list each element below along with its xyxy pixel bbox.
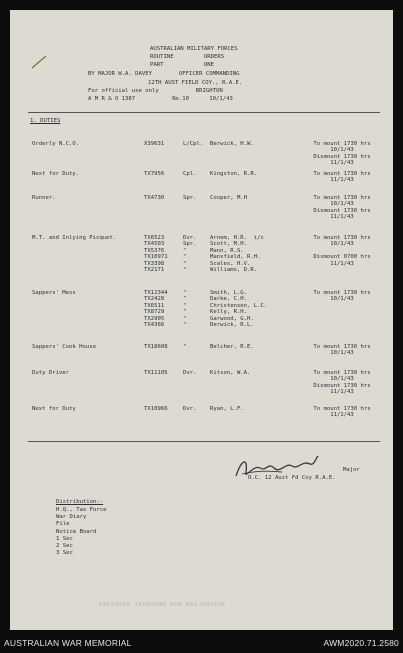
distribution-item: War Diary [56,514,87,521]
duty-time: To mount 1730 hrs [313,195,371,201]
rank: " [183,290,187,296]
service-number: TX6511 [144,302,165,309]
soldier-name: Berwick, H.W. [210,141,254,147]
rank: " [183,309,187,316]
header-line-3: PART ONE [150,62,214,68]
rank: " [183,296,187,303]
rank: Dvr. [183,235,197,241]
soldier-name: Kitson, W.A. [210,370,251,376]
soldier-name: Cooper, M.H [210,195,248,201]
rank: " [183,302,187,309]
rank: " [183,322,187,328]
duty-time: 11/1/43 [330,260,354,267]
duty-time: Dismount 1730 hrs [313,153,371,160]
service-number: TX8729 [144,309,165,316]
distribution-item: H.Q., Tas Force [56,507,107,513]
rank: " [183,315,187,322]
distribution-item: 1 Sec [56,535,73,542]
duty-time: To mount 1730 hrs [313,235,371,241]
soldier-name: Garwood, G.H. [210,315,254,322]
rank: " [183,247,187,254]
soldier-name: Smith, L.G. [210,290,248,296]
soldier-name: Mansfield, R.H. [210,254,261,261]
signature-unit: O.C. 12 Aust Fd Coy R.A.E. [248,475,336,481]
rank: Dvr. [183,406,197,412]
rank: " [183,267,187,273]
soldier-name: Kingston, R.R. [210,171,258,177]
rank: Cpl. [183,171,197,177]
distribution-item: 2 Sec [56,543,73,549]
duty-time: To mount 1730 hrs [313,406,371,412]
section-title: 1. DUTIES [30,118,61,124]
duty-label: M.T. and Inlying Picquet. [32,235,117,241]
soldier-name: Arnem, H.R. i/c [210,235,264,241]
soldier-name: Kelly, R.H. [210,309,248,316]
soldier-name: Mann, R.S. [210,247,244,254]
service-number: TX3398 [144,260,165,267]
service-number: TX7956 [144,171,165,177]
duty-time: 10/1/43 [330,147,354,154]
duty-time: 10/1/43 [330,296,354,303]
rank: Spr. [183,241,197,248]
signature-rank: Major [343,467,360,473]
service-number: TX12344 [144,290,168,296]
service-number: TX4366 [144,322,165,328]
rank: " [183,260,187,267]
rule-top [28,112,380,113]
rank: " [183,254,187,261]
duty-time: To mount 1730 hrs [313,344,371,350]
service-number: TX2905 [144,315,165,322]
soldier-name: Ryan, L.F. [210,406,244,412]
soldier-name: Christensen, L.C. [210,302,268,309]
rank: " [183,344,187,350]
document-page [10,10,393,630]
duty-label: Next for Duty. [32,171,80,177]
duty-time: 11/1/43 [330,214,354,221]
soldier-name: Scales, H.V. [210,260,251,267]
duty-label: Duty Driver [32,370,70,376]
bleed-through-stamp: AUSTRALIAN WAR MEMORIAL ARCHIVES [98,602,225,608]
distribution-item: Notice Board [56,528,97,535]
header-line-5: 12TH AUST FIELD COY., R.A.E. [148,80,243,86]
footer-accession: AWM2020.71.2580 [323,638,399,648]
header-line-7: A M R & O 1387 No.10 10/1/43 [88,96,233,102]
duty-time: Dismount 1730 hrs [313,382,371,389]
duty-label: Runner. [32,195,56,201]
footer-institution: AUSTRALIAN WAR MEMORIAL [4,638,132,648]
soldier-name: Darke, C.H. [210,296,248,303]
duty-time: To mount 1730 hrs [313,290,371,296]
service-number: TX4503 [144,241,165,248]
rank: Spr. [183,195,197,201]
duty-time: 11/1/43 [330,177,354,184]
distribution-item: File [56,521,70,528]
duty-label: Sappers' Mess [32,290,76,296]
service-number: TX10966 [144,406,168,412]
service-number: TX5376 [144,247,165,254]
header-line-6: For official use only BRIGHTON [88,88,223,94]
service-number: TX11105 [144,370,168,376]
duty-time: 11/1/43 [330,412,354,419]
service-number: TX6523 [144,235,165,241]
duty-time: 10/1/43 [330,376,354,383]
soldier-name: Belcher, R.E. [210,344,254,350]
pen-mark [30,54,50,70]
duty-time: 11/1/43 [330,389,354,396]
soldier-name: Derwick, R.L. [210,322,254,328]
duty-time: 11/1/43 [330,160,354,167]
service-number: TX10971 [144,254,168,261]
duty-label: Next for Duty [32,406,76,412]
duty-time: Dismount 1730 hrs [313,207,371,214]
soldier-name: Williams, D.R. [210,267,258,273]
service-number: TX2171 [144,267,165,273]
header-line-4: BY MAJOR W.A. DAVEY OFFICER COMMANDING [88,71,240,77]
duty-time: 10/1/43 [330,241,354,248]
duty-time: To mount 1730 hrs [313,171,371,177]
duty-time: 10/1/43 [330,350,354,357]
soldier-name: Scott, M.H. [210,241,248,248]
duty-label: Orderly N.C.O. [32,141,80,147]
duty-time: Dismount 0700 hrs [313,254,371,261]
service-number: X39631 [144,141,165,147]
duty-time: To mount 1730 hrs [313,141,371,147]
distribution-title: Distribution:- [56,499,104,505]
duty-time: To mount 1730 hrs [313,370,371,376]
rank: L/Cpl. [183,141,204,147]
rank: Dvr. [183,370,197,376]
service-number: TX4730 [144,195,165,201]
service-number: TX2428 [144,296,165,303]
service-number: TX18608 [144,344,168,350]
header-line-1: AUSTRALIAN MILITARY FORCES [150,46,238,52]
header-line-2: ROUTINE ORDERS [150,54,225,60]
duty-time: 10/1/43 [330,201,354,208]
rule-bottom [28,441,380,442]
duty-label: Sappers' Cook House [32,344,96,350]
distribution-item: 3 Sec [56,550,73,557]
